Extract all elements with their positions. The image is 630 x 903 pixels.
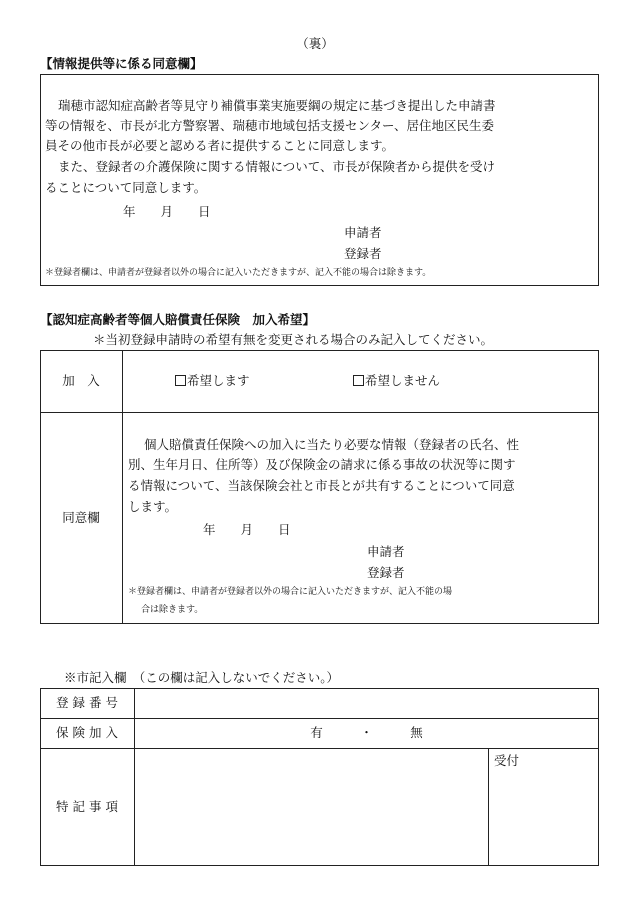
reg-number-label: 登 録 番 号 (56, 695, 118, 710)
checkbox-not-join[interactable] (353, 375, 364, 386)
insurance-note-line-1: ＊登録者欄は、申請者が登録者以外の場合に記入いただきますが、記入不能の場 (128, 587, 453, 597)
consent-info-line-3: 員その他市長が必要と認める者に提供することに同意します。 (45, 138, 395, 153)
city-table-row-divider-2 (40, 748, 599, 749)
consent-info-heading: 【情報提供等に係る同意欄】 (40, 56, 203, 71)
insurance-table-column-divider (122, 350, 123, 624)
received-label: 受付 (494, 753, 520, 768)
insurance-date: 年 月 日 (203, 522, 291, 537)
option-not-join[interactable] (353, 371, 440, 391)
insurance-status-label: 保 険 加 入 (56, 725, 118, 740)
remarks-label: 特 記 事 項 (56, 799, 118, 814)
consent-label: 同意欄 (62, 510, 100, 525)
consent-info-applicant-label: 申請者 (344, 225, 382, 240)
insurance-table-divider (40, 412, 599, 413)
consent-info-registrant-label: 登録者 (344, 246, 382, 261)
consent-info-line-4: また、登録者の介護保険に関する情報について、市長が保険者から提供を受け (58, 159, 496, 174)
page-side-label: （裏） (296, 36, 334, 51)
insurance-subnote: ＊当初登録申請時の希望有無を変更される場合のみ記入してください。 (93, 332, 494, 347)
option-wish-join[interactable] (175, 371, 250, 391)
insurance-note-line-2: 合は除きます。 (141, 605, 204, 615)
insurance-registrant-label: 登録者 (367, 565, 405, 580)
consent-info-note: ＊登録者欄は、申請者が登録者以外の場合に記入いただきますが、記入不能の場合は除きます。 (45, 268, 432, 278)
city-section-heading: ※市記入欄 （この欄は記入しないでください。） (64, 670, 340, 685)
consent-info-line-5: ることについて同意します。 (45, 180, 207, 195)
city-table-received-divider (488, 748, 489, 866)
join-label: 加 入 (62, 373, 100, 388)
consent-info-line-2: 等の情報を、市長が北方警察署、瑞穂市地域包括支援センター、居住地区民生委 (45, 118, 495, 133)
option-wish-join-label: 希望します (187, 373, 250, 388)
option-not-join-label: 希望しません (365, 373, 441, 388)
insurance-consent-line-1: 個人賠償責任保険への加入に当たり必要な情報（登録者の氏名、性 (144, 437, 520, 452)
city-table (40, 688, 599, 866)
checkbox-wish-join[interactable] (175, 375, 186, 386)
insurance-consent-line-4: します。 (128, 499, 178, 514)
insurance-status-value: 有 ・ 無 (310, 725, 423, 740)
insurance-applicant-label: 申請者 (367, 544, 405, 559)
consent-info-line-1: 瑞穂市認知症高齢者等見守り補償事業実施要綱の規定に基づき提出した申請書 (58, 98, 496, 113)
consent-info-date: 年 月 日 (123, 204, 211, 219)
insurance-heading: 【認知症高齢者等個人賠償責任保険 加入希望】 (40, 312, 316, 327)
city-table-column-divider (134, 688, 135, 866)
insurance-consent-line-3: る情報について、当該保険会社と市長とが共有することについて同意 (128, 478, 515, 493)
insurance-consent-line-2: 別、生年月日、住所等）及び保険金の請求に係る事故の状況等に関す (128, 457, 516, 472)
city-table-row-divider-1 (40, 718, 599, 719)
